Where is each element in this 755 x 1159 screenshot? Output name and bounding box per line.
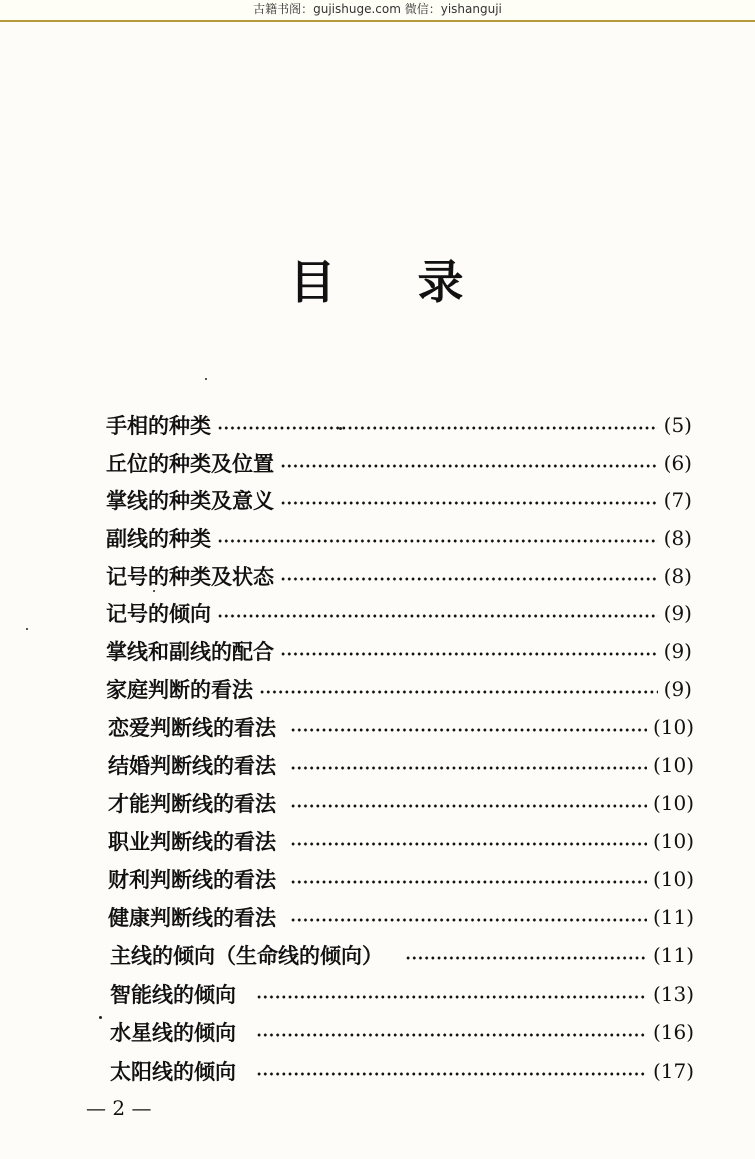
scan-speck (99, 1016, 102, 1019)
toc-entry-page: (10) (652, 867, 694, 891)
toc-entry (110, 1017, 694, 1047)
toc-leader-dots (290, 880, 647, 884)
toc-entry (106, 485, 692, 515)
title-char-2: 录 (417, 255, 466, 309)
toc-leader-dots (217, 539, 658, 543)
toc-entry-title: 太阳线的倾向 (110, 1059, 236, 1084)
toc-entry-page: (10) (652, 715, 694, 739)
toc-entry-title: 恋爱判断线的看法 (108, 715, 276, 740)
toc-leader-dots (256, 1033, 647, 1037)
page-number: — 2 — (86, 1096, 152, 1120)
toc-leader-dots (290, 918, 647, 922)
toc-entry (108, 712, 694, 742)
toc-leader-dots (256, 1072, 647, 1076)
toc-entry (106, 448, 692, 478)
toc-entry-title: 结婚判断线的看法 (108, 753, 276, 778)
toc-entry (106, 523, 692, 553)
toc-entry-page: (9) (663, 639, 692, 663)
toc-leader-dots (280, 652, 658, 656)
toc-entry-page: (8) (663, 564, 692, 588)
toc-entry-page: (9) (663, 601, 692, 625)
toc-entry-page: (17) (652, 1059, 694, 1083)
toc-entry (108, 826, 694, 856)
toc-entry (106, 598, 692, 628)
toc-entry-page: (8) (663, 526, 692, 550)
toc-leader-dots (290, 766, 647, 770)
toc-leader-dots (217, 614, 658, 618)
toc-entry-title: 记号的种类及状态 (106, 564, 274, 589)
toc-entry-page: (9) (663, 677, 692, 701)
toc-entry-page: (6) (663, 451, 692, 475)
toc-leader-dots (280, 464, 658, 468)
scan-speck (153, 590, 155, 592)
toc-entry-page: (10) (652, 753, 694, 777)
scan-speck (205, 378, 207, 380)
toc-leader-dots (256, 995, 647, 999)
toc-entry-title: 掌线的种类及意义 (106, 488, 274, 513)
toc-entry-page: (5) (663, 413, 692, 437)
toc-entry-title: 财利判断线的看法 (108, 867, 276, 892)
title-char-1: 目 (289, 255, 338, 309)
toc-leader-dots (217, 426, 658, 430)
source-banner: 古籍书阁：gujishuge.com 微信：yishanguji (0, 0, 755, 22)
toc-leader-dots (290, 804, 647, 808)
toc-leader-dots (405, 956, 647, 960)
toc-leader-dots (290, 728, 647, 732)
toc-entry-title: 职业判断线的看法 (108, 829, 276, 854)
toc-entry-title: 健康判断线的看法 (108, 905, 276, 930)
toc-entry (110, 1056, 694, 1086)
scan-speck (339, 427, 342, 430)
toc-leader-dots (290, 842, 647, 846)
toc-leader-dots (280, 577, 658, 581)
toc-entry-page: (10) (652, 829, 694, 853)
toc-entry-page: (13) (652, 982, 694, 1006)
toc-leader-dots (280, 501, 658, 505)
toc-entry (108, 864, 694, 894)
toc-entry (106, 636, 692, 666)
toc-entry (106, 410, 692, 440)
toc-entry-title: 掌线和副线的配合 (106, 639, 274, 664)
toc-entry (108, 788, 694, 818)
toc-entry-title: 主线的倾向（生命线的倾向） (110, 943, 383, 968)
toc-entry-title: 家庭判断的看法 (106, 677, 253, 702)
toc-entry (108, 902, 694, 932)
toc-entry-title: 手相的种类 (106, 413, 211, 438)
toc-entry (110, 940, 694, 970)
scan-speck (26, 628, 28, 630)
toc-entry-page: (16) (652, 1020, 694, 1044)
toc-entry-title: 副线的种类 (106, 526, 211, 551)
toc-entry-page: (11) (652, 905, 694, 929)
toc-entry-page: (7) (663, 488, 692, 512)
toc-entry-title: 丘位的种类及位置 (106, 451, 274, 476)
toc-entry (110, 979, 694, 1009)
toc-entry (108, 750, 694, 780)
toc-entry-page: (11) (652, 943, 694, 967)
toc-entry-title: 才能判断线的看法 (108, 791, 276, 816)
toc-entry (106, 674, 692, 704)
toc-entry-page: (10) (652, 791, 694, 815)
toc-entry-title: 智能线的倾向 (110, 982, 236, 1007)
toc-entry (106, 561, 692, 591)
toc-entry-title: 记号的倾向 (106, 601, 211, 626)
toc-entry-title: 水星线的倾向 (110, 1020, 236, 1045)
toc-leader-dots (259, 690, 658, 694)
